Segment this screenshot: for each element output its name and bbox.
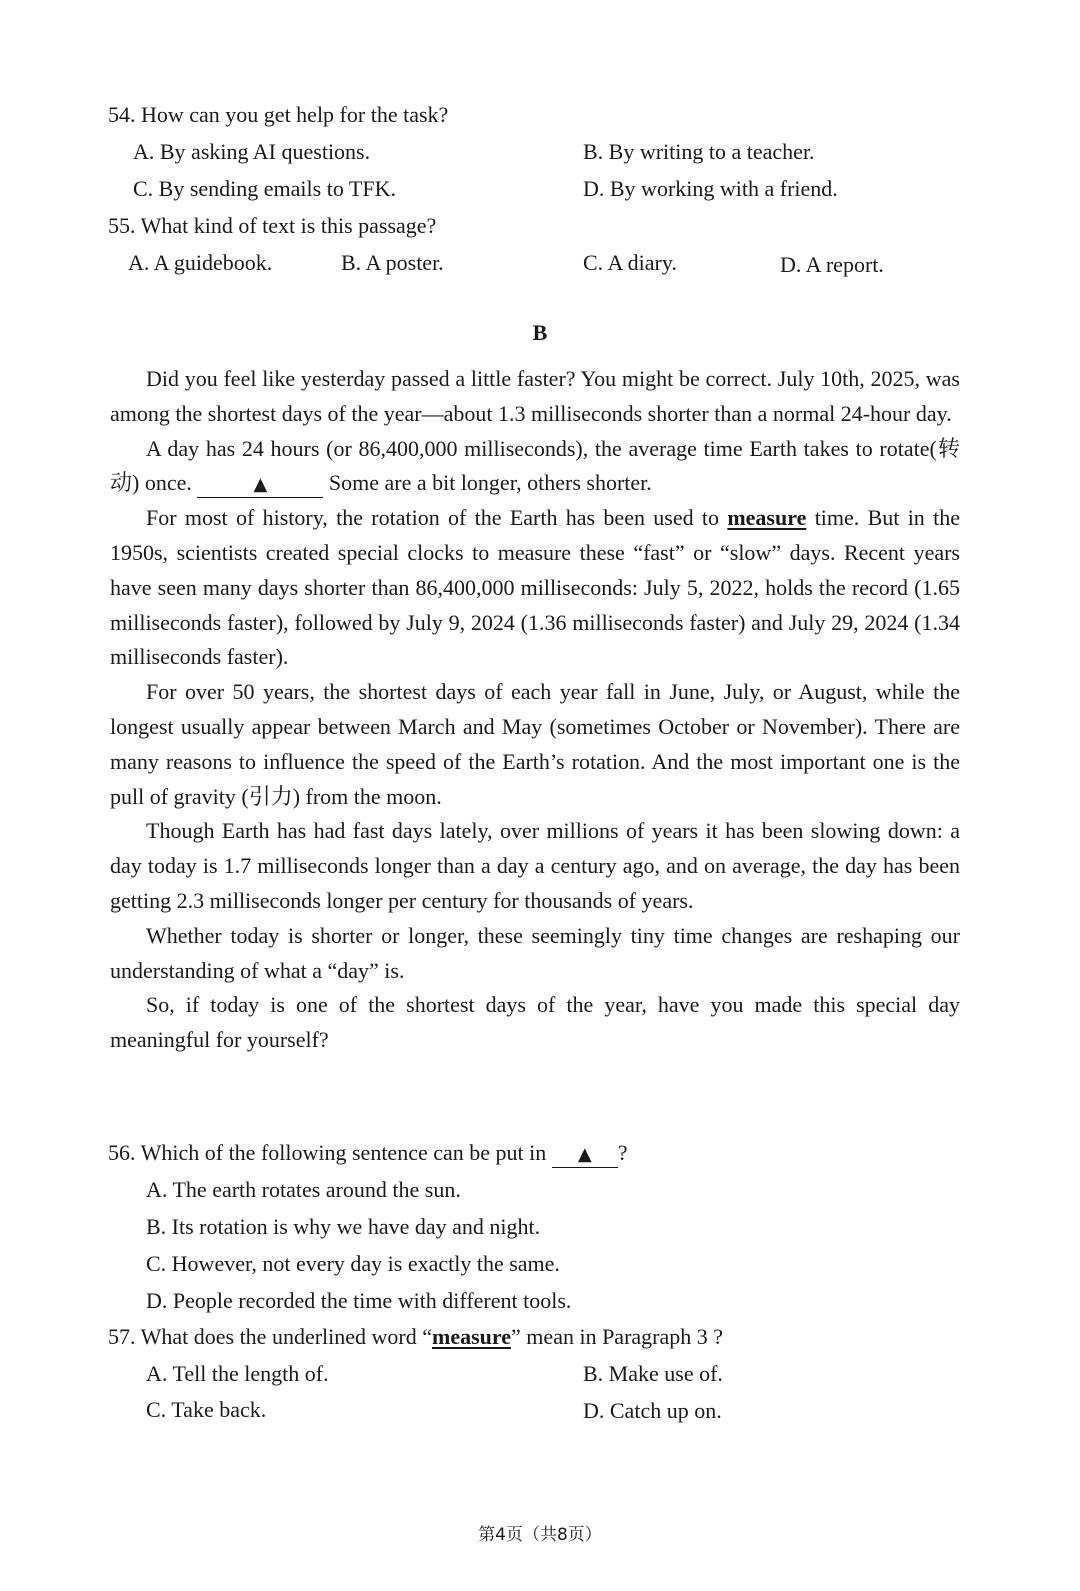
q55-option-d: D. A report. <box>780 252 884 277</box>
q54-option-b: B. By writing to a teacher. <box>583 139 815 164</box>
q56-stem <box>108 1138 628 1168</box>
q55-stem: 55. What kind of text is this passage? <box>108 213 437 238</box>
q56-option-d: D. People recorded the time with different tools. <box>146 1288 572 1313</box>
passage-paragraph-5: Though Earth has had fast days lately, over millions of years it has been slowing down: a day today is 1.7 milliseconds longer than a day a century ago, and on average, the day has been getting 2.3 milliseconds longer per century for thousands of years. <box>110 818 960 913</box>
section-b-title: B <box>532 320 548 345</box>
q56-option-c: C. However, not every day is exactly the same. <box>146 1251 560 1276</box>
answer-blank <box>197 471 323 498</box>
q56-stem-text: 56. Which of the following sentence can be put in <box>108 1140 547 1165</box>
q54-option-a: A. By asking AI questions. <box>133 139 371 164</box>
q56-blank <box>552 1141 618 1168</box>
q57-option-c: C. Take back. <box>146 1397 267 1422</box>
q57-stem-text: 57. What does the underlined word “ <box>108 1324 433 1349</box>
q56-option-a: A. The earth rotates around the sun. <box>146 1177 461 1202</box>
passage-paragraph-7: So, if today is one of the shortest days of the year, have you made this special day meaningful for yourself? <box>110 992 960 1053</box>
passage-paragraph-6: Whether today is shorter or longer, these seemingly tiny time changes are reshaping our understanding of what a “day” is. <box>110 922 960 983</box>
q57-stem-end: ” mean in Paragraph 3 ? <box>511 1324 724 1349</box>
paragraph-3-text-after: time. But in the 1950s, scientists created special clocks to measure these “fast” or “slow” days. Recent years have seen many days shorter than 86,400,000 milliseconds: July 5, 2022, holds the record (1.65 milliseconds faster), followed by July 9, 2024 (1.36 milliseconds faster) and July 29, 2024 (1.34 milliseconds faster). <box>110 505 960 670</box>
passage-paragraph-2 <box>110 432 960 502</box>
q54-option-c: C. By sending emails to TFK. <box>133 176 396 201</box>
passage-paragraph-4: For over 50 years, the shortest days of each year fall in June, July, or August, while the longest usually appear between March and May (sometimes October or November). There are many reasons to influence the speed of the Earth’s rotation. And the most important one is the pull of gravity (引力) from the moon. <box>110 679 960 809</box>
q54-stem: 54. How can you get help for the task? <box>108 102 449 127</box>
passage-paragraph-1: Did you feel like yesterday passed a little faster? You might be correct. July 10th, 2025, was among the shortest days of the year—about 1.3 milliseconds shorter than a normal 24-hour day. <box>110 366 960 426</box>
q56-option-b: B. Its rotation is why we have day and night. <box>146 1214 541 1239</box>
passage-b <box>110 362 960 1058</box>
paragraph-2-text-after: Some are a bit longer, others shorter. <box>328 470 652 496</box>
q54-option-d: D. By working with a friend. <box>583 176 838 201</box>
page-number-footer: 第4页（共8页） <box>478 1525 602 1545</box>
q55-option-b: B. A poster. <box>341 250 444 275</box>
q55-option-a: A. A guidebook. <box>128 250 273 275</box>
q56-triangle-icon: ▲ <box>577 1144 592 1165</box>
q57-option-a: A. Tell the length of. <box>146 1361 329 1386</box>
q57-option-d: D. Catch up on. <box>583 1398 722 1423</box>
q57-stem <box>108 1322 723 1352</box>
passage-paragraph-3 <box>110 501 960 675</box>
q55-option-c: C. A diary. <box>583 250 677 275</box>
paragraph-2-text-before: A day has 24 hours (or 86,400,000 milliseconds), the average time Earth takes to rotate(转动) once. <box>110 435 960 496</box>
q56-question-mark: ? <box>617 1140 628 1165</box>
underlined-word-measure: measure <box>727 505 807 531</box>
q57-option-b: B. Make use of. <box>583 1361 723 1386</box>
paragraph-3-text-before: For most of history, the rotation of the Earth has been used to <box>146 505 720 531</box>
blank-triangle-icon: ▲ <box>253 474 268 496</box>
q57-underlined-word: measure <box>432 1324 512 1349</box>
